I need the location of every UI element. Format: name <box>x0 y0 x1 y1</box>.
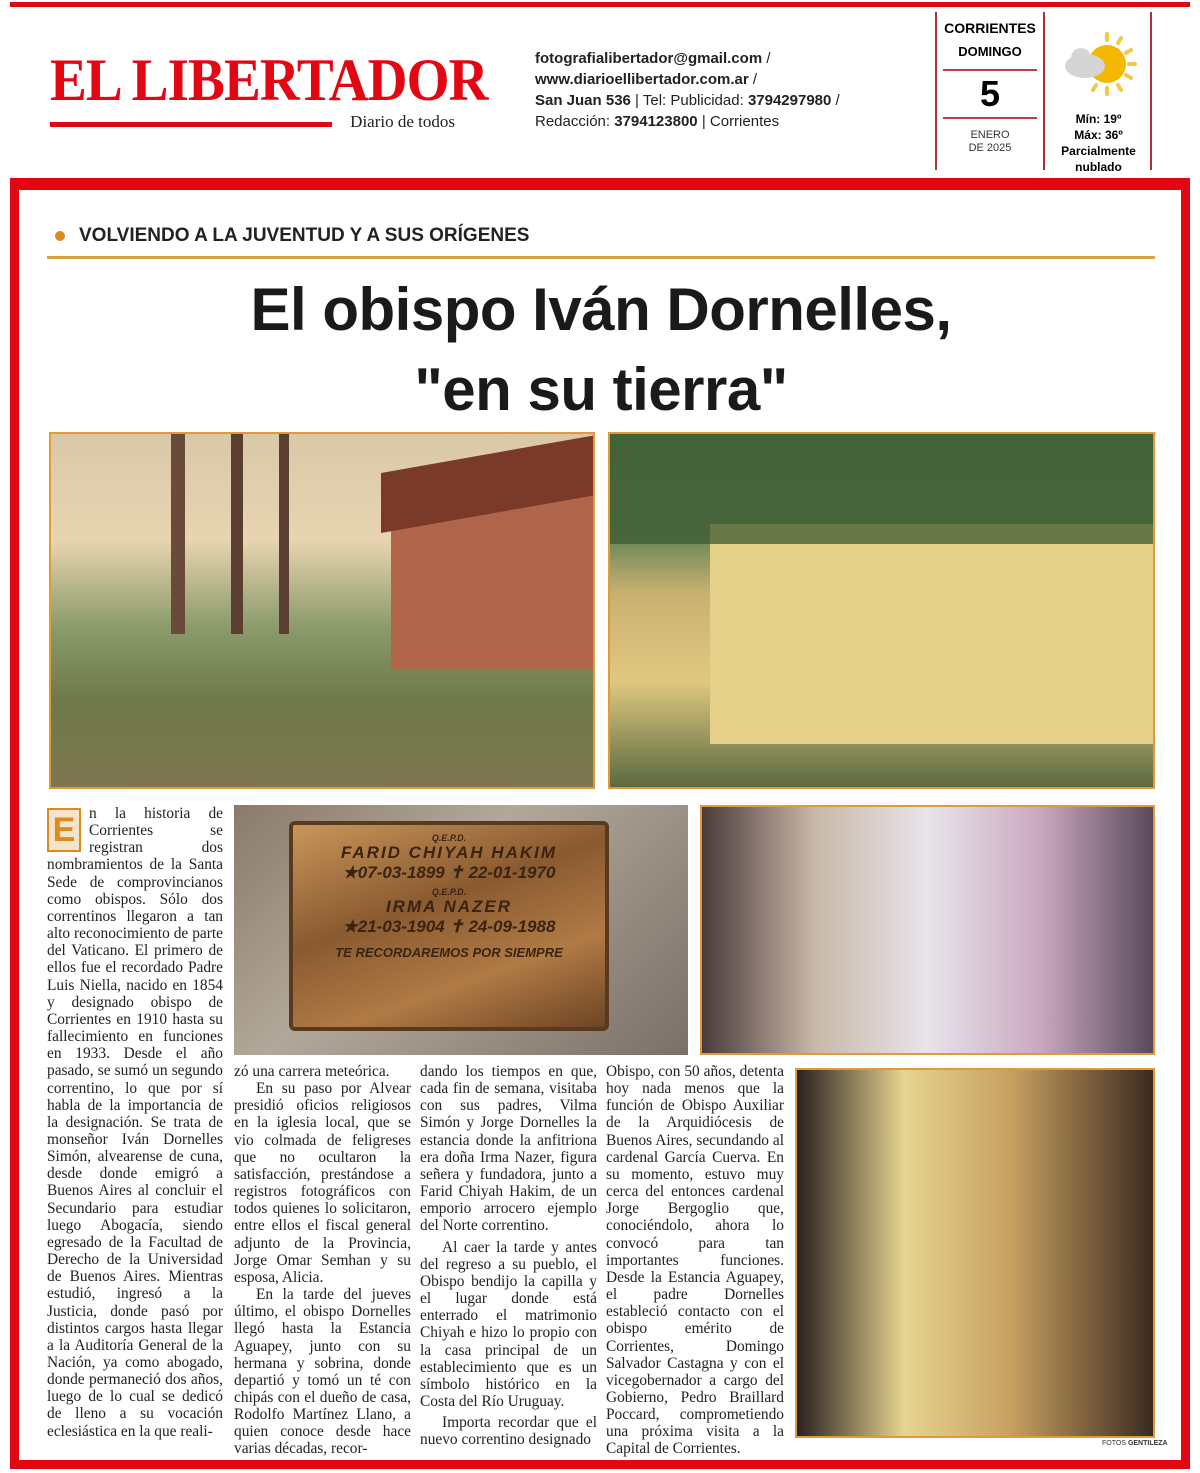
house-facade <box>710 524 1155 744</box>
article-title <box>47 270 1155 430</box>
tel-ads: 3794297980 <box>747 92 832 109</box>
bullet-icon <box>55 231 65 241</box>
tree-trunk <box>171 434 185 634</box>
tree-trunk <box>279 434 289 634</box>
paragraph: En su paso por Alvear presidió oficios religiosos en la iglesia local, que se vio colmada de feligreses que no ocultaron la satisfacción, prestándose a registros fotográficos con todos quienes lo solicitaron, entre ellos el fiscal general adjunto de la Provincia, Jorge Omar Semhan y su esposa, Alicia. <box>234 1080 411 1286</box>
memorial-plaque <box>289 821 609 1031</box>
contact-info: fotografialibertador@gmail.com / www.diarioellibertador.com.ar / San Juan 536 | Tel: Publicidad: 3794297980 / Redacción: 3794123800 | Corrientes <box>535 50 840 130</box>
tel-label: Tel: Publicidad: <box>642 92 744 109</box>
plaque-line: ★07-03-1899 ✝ 22-01-1970 <box>342 863 556 882</box>
plaque-line: ★21-03-1904 ✝ 24-09-1988 <box>342 917 556 936</box>
website-link[interactable]: www.diarioellibertador.com.ar <box>535 71 749 88</box>
article-kicker <box>55 225 529 247</box>
paragraph: zó una carrera meteórica. <box>234 1063 390 1080</box>
masthead-logo[interactable] <box>50 47 488 131</box>
weather-box <box>1047 12 1152 174</box>
temp-max: Máx: 36º <box>1074 128 1123 142</box>
paragraph: En la tarde del jueves último, el obispo Dornelles llegó hasta la Estancia Aguapey, junto con su hermana y sobrina, donde departió y tomó un té con chipás con el dueño de casa, Rodolfo Martínez Llano, a quien conoce desde hace varias décadas, recor- <box>234 1286 411 1458</box>
tel-newsroom: 3794123800 <box>614 113 698 130</box>
tree-canopy <box>610 434 1155 544</box>
paragraph: Obispo, con 50 años, detenta hoy nada menos que la función de Obispo Auxiliar de la Arquidiócesis de Buenos Aires, secundando al cardenal García Cuerva. En su momento, estuvo muy cerca del entonces cardenal Jorge Bergoglio que, conociéndolo, ahora lo convocó para tan importantes funciones. Desde la Estancia Aguapey, el padre Dornelles estableció contacto con el obispo emérito de Corrientes, Domingo Salvador Castagna y con el vicegobernador a cargo del Gobierno, Pedro Braillard Poccard, comprometiendo una próxima visita a la Capital de Corrientes. <box>606 1063 784 1458</box>
photo-church-group <box>700 805 1155 1055</box>
article-column-1 <box>47 805 223 1440</box>
title-line-2: "en su tierra" <box>414 356 788 423</box>
plaque-line: FARID CHIYAH HAKIM <box>340 843 558 862</box>
plaque-line: IRMA NAZER <box>385 897 513 916</box>
paragraph: dando los tiempos en que, cada fin de semana, visitaba con sus padres, Vilma Simón y Jorge Dornelles la estancia donde la anfitriona era doña Irma Nazer, figura señera y fundadora, junto a Farid Chiyah Hakim, de un emporio arrocero ejemplo del Norte correntino. <box>420 1063 597 1235</box>
partly-cloudy-icon <box>1059 30 1139 100</box>
date-weekday: DOMINGO <box>943 44 1037 71</box>
weather-condition-2: nublado <box>1075 160 1122 174</box>
logo-tagline: Diario de todos <box>350 112 455 131</box>
plaque-line: Q.E.P.D. <box>431 833 467 843</box>
photo-credit <box>1102 1440 1168 1447</box>
photo-bishop-indoor <box>795 1068 1155 1438</box>
top-rule <box>10 2 1190 7</box>
paragraph: Importa recordar que el nuevo correntino designado <box>420 1414 597 1449</box>
date-box <box>935 12 1045 170</box>
paragraph: Al caer la tarde y antes del regreso a su pueblo, el Obispo bendijo la capilla y el lugar donde está enterrado el matrimonio Chiyah e hizo lo propio con la casa principal de un establecimiento que es un símbolo histórico en la Costa del Río Uruguay. <box>420 1238 597 1410</box>
address: San Juan 536 <box>535 92 631 109</box>
weather-condition: Parcialmente <box>1061 144 1136 158</box>
kicker-rule <box>47 256 1155 259</box>
tree-trunk <box>231 434 243 634</box>
date-year: DE 2025 <box>968 142 1012 154</box>
logo-name: EL LIBERTADOR <box>50 47 488 113</box>
newsroom-label: Redacción: <box>535 113 611 130</box>
credit-label: FOTOS <box>1102 1440 1126 1447</box>
date-day: 5 <box>943 71 1037 119</box>
photo-chapel <box>49 432 595 789</box>
title-line-1: El obispo Iván Dornelles, <box>250 276 952 343</box>
date-city: CORRIENTES <box>944 20 1036 36</box>
temp-min: Mín: 19º <box>1075 112 1122 126</box>
credit-name: GENTILEZA <box>1127 1440 1168 1447</box>
plaque-line: Q.E.P.D. <box>431 887 467 897</box>
plaque-line: TE RECORDAREMOS POR SIEMPRE <box>335 945 563 960</box>
paragraph: n la historia de Corrientes se registran dos nombramientos de la Santa Sede de comprovincianos como obispos. Sólo dos correntinos llegaron a tan alto reconocimiento de parte del Vaticano. El primero de ellos fue el recordado Padre Luis Niella, nacido en 1854 y designado obispo de Corrientes en 1910 hasta su fallecimiento en funciones en 1933. Desde el año pasado, se sumó un segundo correntino, lo que por sí habla de la importancia de la designación. Se trata de monseñor Iván Dornelles Simón, alvearense de cuna, desde donde emigró a Buenos Aires al concluir el Secundario para estudiar luego Abogacía, siendo egresado de la Facultad de Derecho de la Universidad de Buenos Aires. Mientras estudió, ingresó a la Justicia, donde pasó por distintos cargos hasta llegar a la Auditoría General de la Nación, ya como abogado, donde permaneció dos años, luego de lo cual se dedicó de lleno a su vocación eclesiástica en la que reali- <box>47 805 223 1440</box>
article-column-4 <box>606 1063 784 1458</box>
kicker-text: VOLVIENDO A LA JUVENTUD Y A SUS ORÍGENES <box>79 225 530 246</box>
article-column-2 <box>234 1063 411 1458</box>
article-column-3 <box>420 1063 597 1448</box>
drop-cap: E <box>47 808 81 852</box>
email-link[interactable]: fotografialibertador@gmail.com <box>535 50 763 67</box>
photo-estancia-house <box>608 432 1155 789</box>
city-line: Corrientes <box>709 113 780 130</box>
date-month: ENERO <box>970 129 1010 141</box>
photo-plaque <box>234 805 688 1055</box>
logo-bar <box>50 122 332 127</box>
